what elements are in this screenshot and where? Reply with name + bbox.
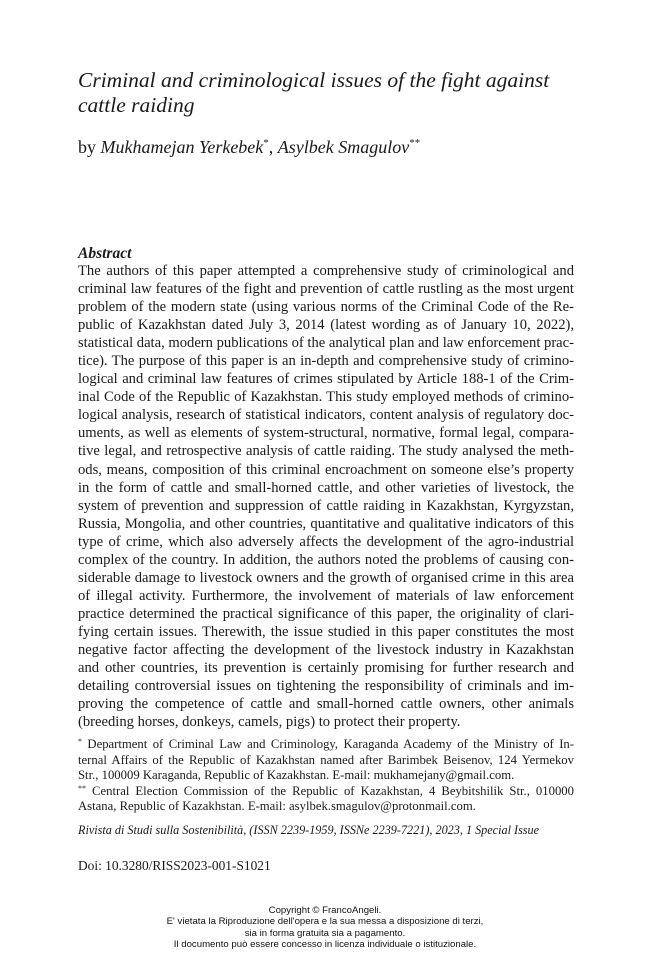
footnote-2-line — [78, 799, 574, 815]
author-1-footnote-mark: * — [263, 137, 269, 149]
abstract-line: Russia, Mongolia, and other countries, quantitative and qualitative indicators of this — [78, 515, 574, 532]
journal-reference: Rivista di Studi sulla Sostenibilità, (ISSN 2239-1959, ISSNe 2239-7221), 2023, 1 Special Issue — [78, 823, 540, 837]
abstract-text — [78, 262, 574, 731]
footnote-1-text: Str., 100009 Karaganda, Republic of Kazakhstan. E-mail: mukhamejany@gmail.com. — [78, 768, 515, 783]
abstract-line: siderable damage to livestock owners and the growth of organised crime in this area — [78, 569, 574, 586]
footnote-1-line — [78, 737, 574, 753]
author-affiliations — [78, 737, 574, 815]
footnote-2-mark: ** — [78, 783, 86, 793]
abstract-line: ods, means, composition of this criminal encroachment on someone else’s property — [78, 461, 574, 478]
author-byline — [78, 136, 420, 158]
abstract-line: in the form of cattle and small-horned cattle, and other varieties of livestock, the — [78, 479, 574, 496]
footnote-1-text: ternal Affairs of the Republic of Kazakhstan named after Barimbek Beisenov, 124 Yermekov — [78, 752, 574, 767]
abstract-line: tive legal, and retrospective analysis of cattle raiding. The study analysed the meth- — [78, 443, 574, 460]
abstract-line: statistical data, modern publications of the analytical plan and law enforcement prac- — [78, 335, 574, 352]
abstract-line: The authors of this paper attempted a comprehensive study of criminological and — [78, 263, 574, 279]
author-2-footnote-mark: ** — [409, 137, 421, 149]
abstract-line: logical and criminal law features of crimes stipulated by Article 188-1 of the Crim- — [78, 371, 574, 388]
abstract-line: proving the competence of cattle and small-horned cattle owners, other animals — [78, 696, 574, 713]
copyright-line-2: E' vietata la Riproduzione dell'opera e la sua messa a disposizione di terzi, — [166, 916, 484, 928]
footnote-1 — [78, 737, 574, 784]
copyright-notice — [0, 905, 650, 950]
footnote-1-text: Department of Criminal Law and Criminology, Karaganda Academy of the Ministry of In- — [82, 737, 574, 751]
doi-text: Doi: 10.3280/RISS2023-001-S1021 — [78, 858, 271, 873]
abstract-line: tice). The purpose of this paper is an in-depth and comprehensive study of crimino- — [78, 353, 574, 370]
abstract-line: problem of the modern state (using various norms of the Criminal Code of the Re- — [78, 299, 574, 316]
footnote-1-mark: * — [78, 737, 82, 746]
abstract-line: public of Kazakhstan dated July 3, 2014 (latest wording as of January 10, 2022), — [78, 317, 574, 334]
author-separator: , — [268, 137, 278, 157]
article-title — [78, 68, 578, 118]
abstract-line: type of crime, which also adversely affects the development of the agro-industrial — [78, 533, 574, 550]
title-line-1: Criminal and criminological issues of the fight against — [78, 68, 550, 92]
footnote-2-text: Central Election Commission of the Republic of Kazakhstan, 4 Beybitshilik Str., 010000 — [86, 783, 574, 798]
abstract-line: uments, as well as elements of system-structural, normative, formal legal, compara- — [78, 425, 574, 442]
abstract-line: system of prevention and suppression of cattle raiding in Kazakhstan, Kyrgyzstan, — [78, 497, 574, 514]
copyright-line-1: Copyright © FrancoAngeli. — [268, 905, 382, 916]
footnote-1-line — [78, 768, 574, 784]
abstract-line: criminal law features of the fight and prevention of cattle rustling as the most urgent — [78, 281, 574, 298]
footnote-2-line — [78, 784, 574, 800]
title-line-2: cattle raiding — [78, 93, 195, 117]
copyright-line-4: Il documento può essere concesso in licenza individuale o istituzionale. — [173, 938, 477, 950]
footnote-2 — [78, 784, 574, 815]
abstract-heading: Abstract — [78, 245, 132, 262]
byline-prefix: by — [78, 137, 101, 157]
copyright-line-3: sia in forma gratuita sia a pagamento. — [244, 927, 406, 939]
abstract-line: detailing controversial issues on tightening the responsibility of criminals and im- — [78, 678, 574, 695]
abstract-line: fying certain issues. Therewith, the issue studied in this paper constitutes the most — [78, 623, 574, 640]
abstract-line: logical analysis, research of statistical indicators, content analysis of regulatory doc- — [78, 407, 574, 424]
footnote-2-text: Astana, Republic of Kazakhstan. E-mail: asylbek.smagulov@protonmail.com. — [78, 799, 476, 814]
abstract-line: complex of the country. In addition, the authors noted the problems of causing con- — [78, 551, 574, 568]
author-name-2: Asylbek Smagulov — [277, 137, 410, 157]
abstract-line: inal Code of the Republic of Kazakhstan. This study employed methods of crimino- — [78, 389, 574, 406]
abstract-line: negative factor affecting the development of the livestock industry in Kazakhstan — [78, 641, 574, 658]
abstract-line: practice determined the practical significance of this paper, the originality of clari- — [78, 605, 574, 622]
footnote-1-line — [78, 753, 574, 769]
abstract-line: (breeding horses, donkeys, camels, pigs) to protect their property. — [78, 714, 461, 731]
abstract-line: of illegal activity. Furthermore, the involvement of materials of law enforcement — [78, 587, 574, 604]
author-name-1: Mukhamejan Yerkebek — [100, 137, 264, 157]
abstract-line: and other countries, its prevention is certainly promising for further research and — [78, 660, 574, 677]
